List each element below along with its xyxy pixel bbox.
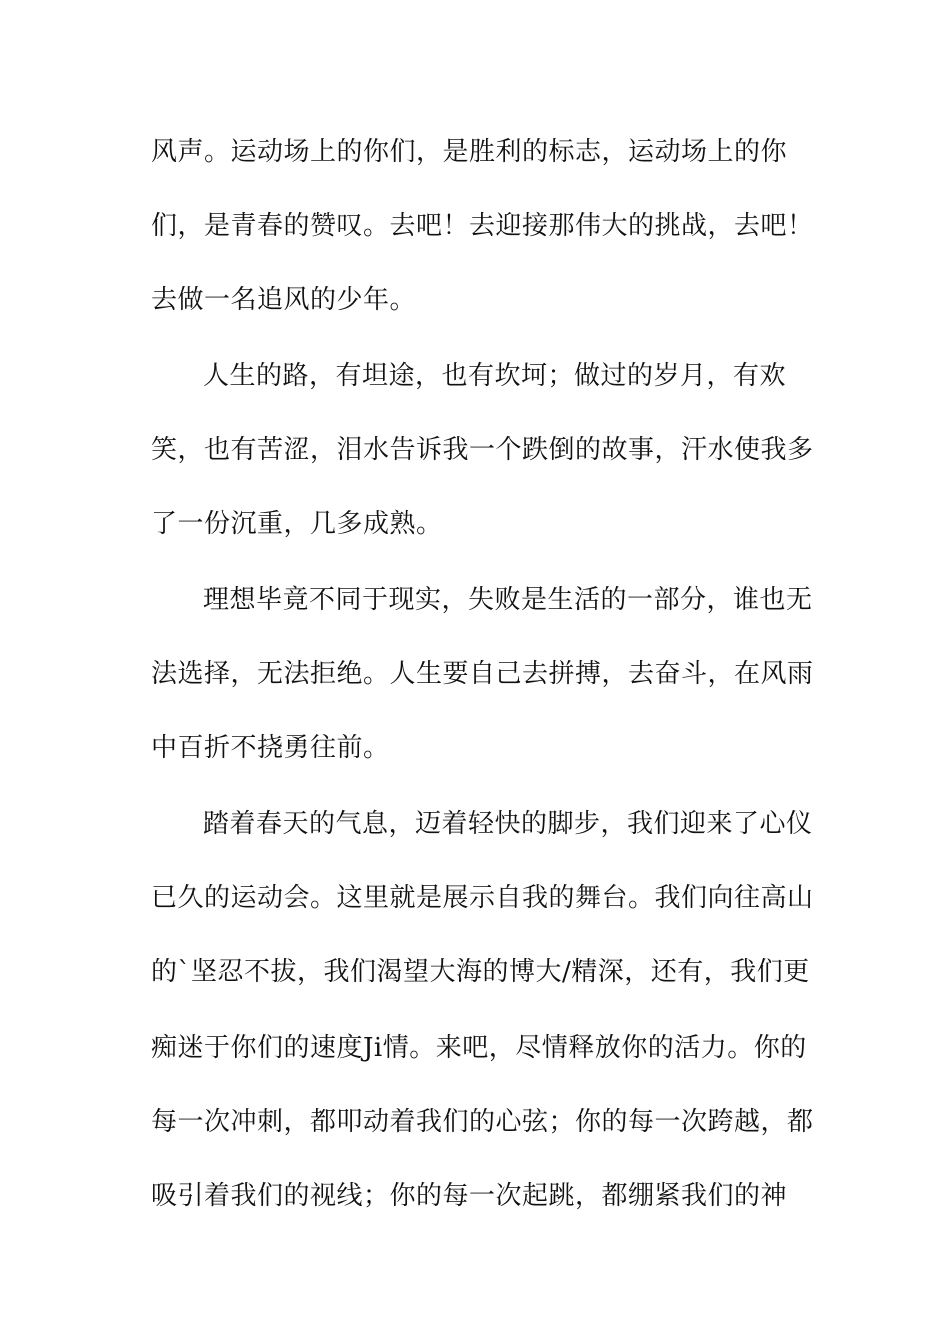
paragraph-first-line: 踏着春天的气息，迈着轻快的脚步，我们迎来了心仪 [203,809,813,839]
text-line: 每一次冲刺，都叩动着我们的心弦；你的每一次跨越，都 [151,1107,814,1137]
text-line: 的`坚忍不拔，我们渴望大海的博大/精深，还有，我们更 [151,957,810,987]
text-line: 已久的运动会。这里就是展示自我的舞台。我们向往高山 [151,883,814,913]
paragraph-first-line: 人生的路，有坦途，也有坎坷；做过的岁月，有欢 [203,361,787,391]
text-line: 中百折不挠勇往前。 [151,733,390,763]
text-line: 风声。运动场上的你们，是胜利的标志，运动场上的你 [151,137,788,167]
text-line: 了一份沉重，几多成熟。 [151,509,443,539]
text-line: 痴迷于你们的速度Ji情。来吧，尽情释放你的活力。你的 [151,1033,807,1063]
text-line: 去做一名追风的少年。 [151,285,417,315]
text-line: 们，是青春的赞叹。去吧！去迎接那伟大的挑战，去吧！ [151,211,814,241]
paragraph-first-line: 理想毕竟不同于现实，失败是生活的一部分，谁也无 [203,585,813,615]
text-line: 笑，也有苦涩，泪水告诉我一个跌倒的故事，汗水使我多 [151,435,814,465]
text-line: 吸引着我们的视线；你的每一次起跳，都绷紧我们的神 [151,1181,788,1211]
text-line: 法选择，无法拒绝。人生要自己去拼搏，去奋斗，在风雨 [151,659,814,689]
